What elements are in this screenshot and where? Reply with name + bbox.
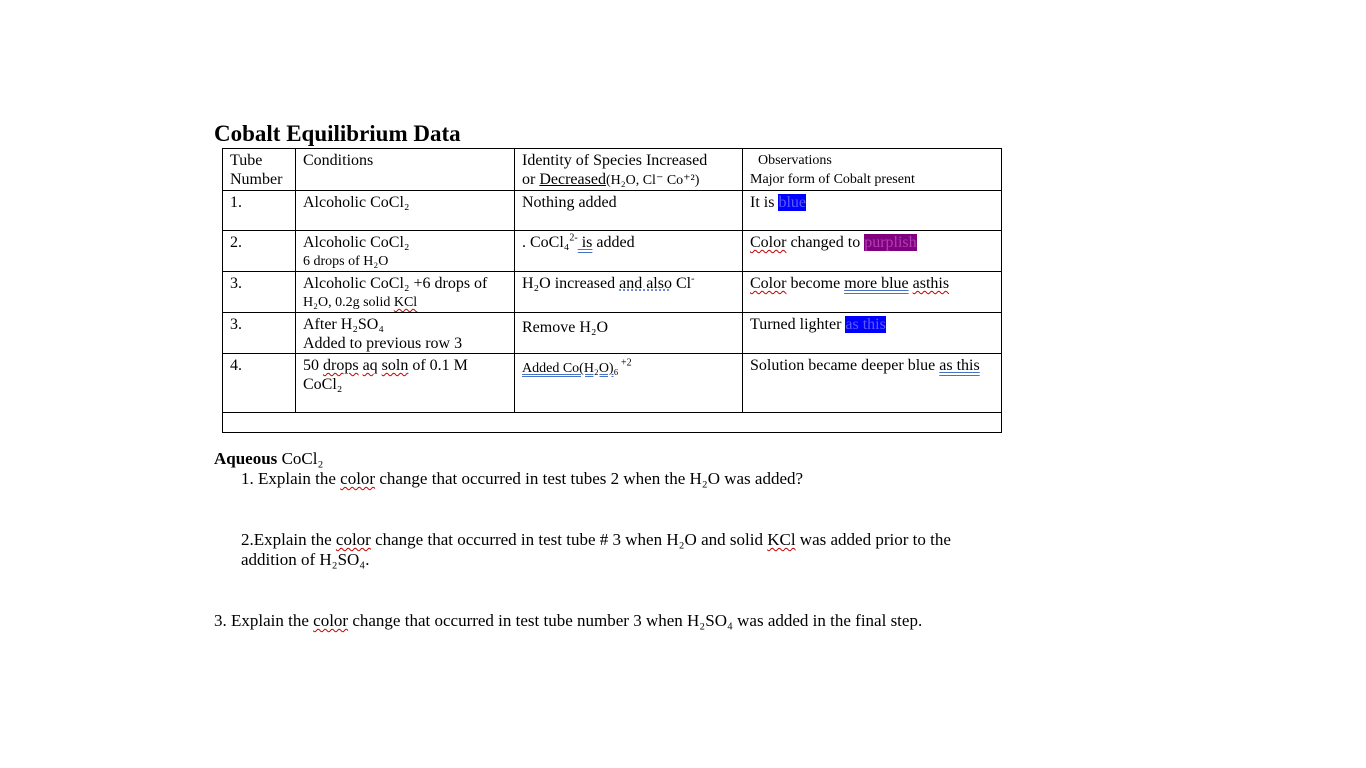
row5-obs-asthis: as this — [939, 357, 980, 374]
row2-observations — [743, 231, 1002, 272]
q1-a: 1. Explain the — [241, 469, 341, 488]
heading-bold: Aqueous — [214, 449, 278, 468]
row2-obs-color: Color — [750, 234, 787, 251]
q2-a: 2.Explain the — [241, 530, 336, 549]
row4-observations — [743, 313, 1002, 354]
question-2 — [241, 530, 951, 550]
header-identity — [515, 149, 743, 191]
q2-kcl: KCl — [767, 530, 796, 549]
row5-conditions-drops: drops — [323, 357, 359, 374]
q2-color: color — [335, 530, 371, 549]
row5-conditions — [296, 354, 515, 413]
cobalt-data-table — [222, 148, 1002, 433]
row4-conditions — [296, 313, 515, 354]
row2-identity-suffix: added — [592, 234, 635, 251]
page-title: Cobalt Equilibrium Data — [214, 121, 461, 146]
row1-conditions: Alcoholic CoCl₂ — [296, 191, 515, 231]
row3-conditions — [296, 272, 515, 313]
empty-cell — [223, 413, 1002, 433]
header-identity-species: (H₂O, Cl⁻ Co⁺²) — [605, 173, 700, 188]
table-row — [223, 313, 1002, 354]
row5-conditions-aq: aq — [362, 357, 378, 374]
row3-conditions-line2a: H₂O, 0.2g solid — [303, 295, 394, 310]
row1-obs-text: It is — [750, 194, 779, 211]
row5-conditions-line2: CoCl₂ — [303, 376, 343, 393]
row3-obs-text: become — [786, 275, 845, 292]
row4-obs-highlight: as this — [845, 316, 886, 333]
header-tube-line1: Tube — [230, 152, 263, 169]
header-conditions — [296, 149, 515, 191]
row3-identity-sup: - — [691, 273, 695, 285]
table-row-empty — [223, 413, 1002, 433]
row4-identity — [515, 313, 743, 354]
row2-conditions — [296, 231, 515, 272]
row3-obs-asthis: asthis — [912, 275, 950, 292]
table-row — [223, 354, 1002, 413]
header-observations-line2: Major form of Cobalt present — [750, 172, 915, 187]
row3-tube: 3. — [223, 272, 296, 313]
q3-b: change that occurred in test tube number 3 when H₂SO₄ was added in the final step. — [348, 611, 923, 630]
row2-identity-prefix: . CoCl₄ — [522, 234, 570, 251]
q2-c: was added prior to the — [795, 530, 951, 549]
row1-observations — [743, 191, 1002, 231]
q2-b: change that occurred in test tube # 3 when H₂O and solid — [370, 530, 768, 549]
header-identity-prefix: or — [522, 171, 540, 188]
row1-identity: Nothing added — [515, 191, 743, 231]
q3-a: 3. Explain the — [214, 611, 314, 630]
questions-heading — [214, 449, 323, 469]
heading-rest: CoCl₂ — [277, 449, 324, 468]
row5-identity-sup: +2 — [618, 357, 632, 369]
row5-conditions-line1 — [303, 356, 508, 375]
row2-conditions-line1: Alcoholic CoCl₂ — [303, 234, 410, 251]
row4-conditions-line2: Added to previous row 3 — [303, 335, 463, 352]
header-identity-line2 — [522, 170, 736, 190]
row3-conditions-line2 — [303, 293, 508, 312]
header-tube — [223, 149, 296, 191]
row5-observations — [743, 354, 1002, 413]
header-identity-decreased: Decreased — [539, 171, 606, 188]
row3-identity-b: and also — [619, 275, 672, 292]
row5-identity-a: Added Co(H₂O)₆ — [522, 361, 619, 376]
header-identity-line1: Identity of Species Increased — [522, 152, 708, 169]
row2-identity-is: is — [577, 234, 593, 251]
row3-conditions-kcl: KCl — [393, 295, 418, 310]
row5-conditions-soln: soln — [381, 357, 409, 374]
question-1 — [241, 469, 803, 489]
row5-tube: 4. — [223, 354, 296, 413]
row4-tube: 3. — [223, 313, 296, 354]
row2-conditions-line2: 6 drops of H₂O — [303, 254, 389, 269]
row4-obs-text: Turned lighter — [750, 316, 846, 333]
row1-obs-highlight: blue — [778, 194, 806, 211]
row3-conditions-line1: Alcoholic CoCl₂ +6 drops of — [303, 275, 488, 292]
row3-obs-more: more blue — [844, 275, 909, 292]
row3-obs-color: Color — [750, 275, 787, 292]
q3-color: color — [313, 611, 349, 630]
row2-obs-highlight: purplish — [864, 234, 917, 251]
header-tube-line2: Number — [230, 171, 283, 188]
row2-tube: 2. — [223, 231, 296, 272]
table-row — [223, 191, 1002, 231]
row2-identity-sup: 2- — [569, 232, 578, 244]
question-3 — [214, 611, 922, 631]
row3-identity-a: H₂O increased — [522, 275, 620, 292]
row5-identity — [515, 354, 743, 413]
row2-identity — [515, 231, 743, 272]
table-row — [223, 231, 1002, 272]
row5-conditions-d: of 0.1 M — [408, 357, 468, 374]
q1-b: change that occurred in test tubes 2 when the H₂O was added? — [375, 469, 804, 488]
row4-conditions-line1: After H₂SO₄ — [303, 316, 384, 333]
table-row — [223, 272, 1002, 313]
row3-identity — [515, 272, 743, 313]
row5-obs-text: Solution became deeper blue — [750, 357, 940, 374]
row3-identity-c: Cl — [671, 275, 692, 292]
row2-obs-text: changed to — [786, 234, 865, 251]
row5-conditions-a: 50 — [303, 357, 323, 374]
q1-color: color — [340, 469, 376, 488]
table-header-row — [223, 149, 1002, 191]
row1-tube: 1. — [223, 191, 296, 231]
header-observations — [743, 149, 1002, 191]
row3-observations — [743, 272, 1002, 313]
question-2-line2: addition of H₂SO₄. — [241, 550, 370, 569]
header-observations-line1: Observations — [758, 153, 832, 168]
header-conditions-text: Conditions — [303, 152, 374, 169]
row4-identity-text: Remove H₂O — [522, 319, 609, 336]
